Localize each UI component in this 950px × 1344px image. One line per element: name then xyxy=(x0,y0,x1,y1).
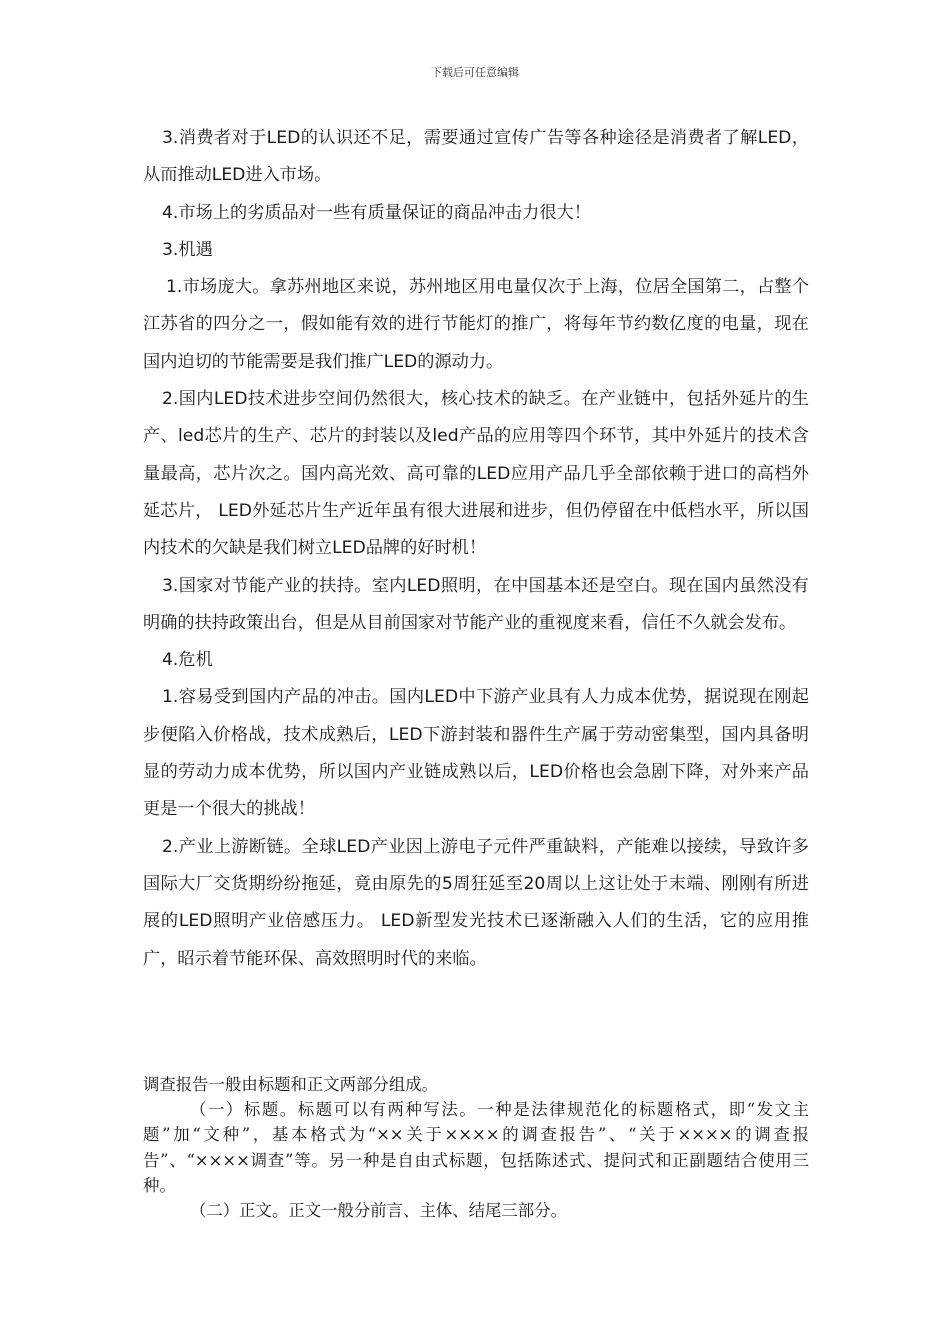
document-body xyxy=(143,120,809,978)
paragraph-inferior-products: 4.市场上的劣质品对一些有质量保证的商品冲击力很大！ xyxy=(162,202,591,223)
paragraph-supply-chain: 2.产业上游断链。全球LED产业因上游电子元件严重缺料，产能难以接续，导致许多国际大厂交货期纷纷拖延，竟由原先的5周狂延至20周以上这让处于末端、刚刚有所进展的LED照明产业倍感压力。 LED新型发光技术已逐渐融入人们的生活，它的应用推广，昭示着节能环保、高效照明时代的来临。 xyxy=(143,836,809,969)
heading-threats: 4.危机 xyxy=(162,650,213,671)
heading-opportunities: 3.机遇 xyxy=(162,239,213,260)
paragraph-national-support: 3.国家对节能产业的扶持。室内LED照明，在中国基本还是空白。现在国内虽然没有明确的扶持政策出台，但是从目前国家对节能产业的重视度来看，信任不久就会发布。 xyxy=(143,575,809,633)
paragraph-large-market: 1.市场庞大。拿苏州地区来说，苏州地区用电量仅次于上海，位居全国第二，占整个江苏省的四分之一，假如能有效的进行节能灯的推广，将每年节约数亿度的电量，现在国内迫切的节能需要是我们推广LED的源动力。 xyxy=(143,277,809,372)
report-body-section: （二）正文。正文一般分前言、主体、结尾三部分。 xyxy=(190,1201,567,1221)
report-guide xyxy=(143,1072,809,1223)
report-title-section: （一）标题。标题可以有两种写法。一种是法律规范化的标题格式，即“发文主题”加“文种”，基本格式为“××关于××××的调查报告”、“关于××××的调查报告”、“××××调查”等。另一种是自由式标题，包括陈述式、提问式和正副题结合使用三种。 xyxy=(143,1100,809,1195)
paragraph-tech-progress: 2.国内LED技术进步空间仍然很大，核心技术的缺乏。在产业链中，包括外延片的生产、led芯片的生产、芯片的封装以及led产品的应用等四个环节，其中外延片的技术含量最高，芯片次之。国内高光效、高可靠的LED应用产品几乎全部依赖于进口的高档外延芯片， LED外延芯片生产近年虽有很大进展和进步，但仍停留在中低档水平，所以国内技术的欠缺是我们树立LED品牌的好时机！ xyxy=(143,389,809,559)
report-intro: 调查报告一般由标题和正文两部分组成。 xyxy=(143,1075,439,1094)
page-header: 下载后可任意编辑 xyxy=(431,66,519,79)
paragraph-domestic-competition: 1.容易受到国内产品的冲击。国内LED中下游产业具有人力成本优势，据说现在刚起步便陷入价格战，技术成熟后，LED下游封装和器件生产属于劳动密集型，国内具备明显的劳动力成本优势，所以国内产业链成熟以后，LED价格也会急剧下降，对外来产品更是一个很大的挑战！ xyxy=(143,687,809,820)
paragraph-consumer-awareness: 3.消费者对于LED的认识还不足，需要通过宣传广告等各种途径是消费者了解LED，从而推动LED进入市场。 xyxy=(143,128,809,186)
